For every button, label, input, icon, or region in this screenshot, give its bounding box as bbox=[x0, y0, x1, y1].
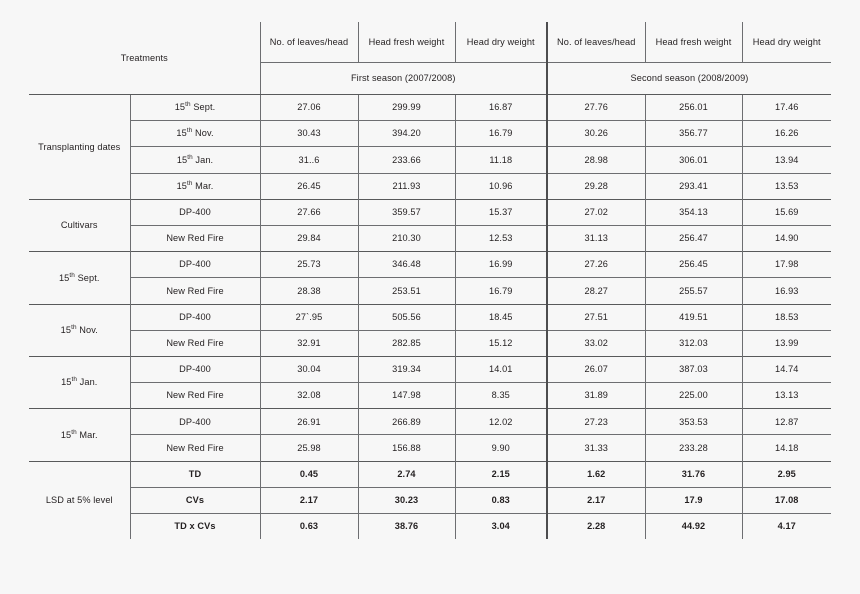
level-label: New Red Fire bbox=[130, 278, 260, 304]
table-cell-value: 256.01 bbox=[645, 95, 742, 121]
table-cell-value: 266.89 bbox=[358, 409, 455, 435]
table-cell-value: 31.33 bbox=[547, 435, 645, 461]
table-cell-value: 27.26 bbox=[547, 252, 645, 278]
level-label: DP-400 bbox=[130, 409, 260, 435]
group-label: 15th Nov. bbox=[29, 304, 130, 356]
level-label: 15th Mar. bbox=[130, 173, 260, 199]
level-label: New Red Fire bbox=[130, 330, 260, 356]
header-s1-dry: Head dry weight bbox=[455, 22, 547, 63]
table-cell-value: 11.18 bbox=[455, 147, 547, 173]
table-body bbox=[29, 95, 831, 540]
table-cell-value: 28.98 bbox=[547, 147, 645, 173]
level-label: New Red Fire bbox=[130, 435, 260, 461]
table-cell-value: 255.57 bbox=[645, 278, 742, 304]
results-table-container bbox=[29, 22, 831, 539]
table-cell-value: 18.53 bbox=[742, 304, 831, 330]
table-row bbox=[29, 435, 831, 461]
table-row bbox=[29, 278, 831, 304]
group-label: 15th Sept. bbox=[29, 252, 130, 304]
table-cell-value: 13.53 bbox=[742, 173, 831, 199]
table-cell-value: 2.17 bbox=[260, 487, 358, 513]
table-cell-value: 0.45 bbox=[260, 461, 358, 487]
table-cell-value: 30.23 bbox=[358, 487, 455, 513]
table-cell-value: 28.38 bbox=[260, 278, 358, 304]
level-label: 15th Jan. bbox=[130, 147, 260, 173]
table-cell-value: 9.90 bbox=[455, 435, 547, 461]
table-cell-value: 17.9 bbox=[645, 487, 742, 513]
level-label: New Red Fire bbox=[130, 225, 260, 251]
table-cell-value: 30.26 bbox=[547, 121, 645, 147]
table-cell-value: 0.63 bbox=[260, 514, 358, 540]
table-cell-value: 10.96 bbox=[455, 173, 547, 199]
table-cell-value: 359.57 bbox=[358, 199, 455, 225]
table-cell-value: 319.34 bbox=[358, 356, 455, 382]
table-row bbox=[29, 95, 831, 121]
group-label: 15th Mar. bbox=[29, 409, 130, 461]
group-label: LSD at 5% level bbox=[29, 461, 130, 539]
group-label: Transplanting dates bbox=[29, 95, 130, 200]
table-cell-value: 13.13 bbox=[742, 383, 831, 409]
table-cell-value: 12.53 bbox=[455, 225, 547, 251]
table-cell-value: 31..6 bbox=[260, 147, 358, 173]
table-cell-value: 30.04 bbox=[260, 356, 358, 382]
level-label: DP-400 bbox=[130, 199, 260, 225]
table-row bbox=[29, 173, 831, 199]
table-row bbox=[29, 383, 831, 409]
table-cell-value: 312.03 bbox=[645, 330, 742, 356]
table-cell-value: 13.99 bbox=[742, 330, 831, 356]
table-cell-value: 210.30 bbox=[358, 225, 455, 251]
header-season-first: First season (2007/2008) bbox=[260, 63, 547, 95]
table-row bbox=[29, 121, 831, 147]
header-s2-fresh: Head fresh weight bbox=[645, 22, 742, 63]
table-cell-value: 419.51 bbox=[645, 304, 742, 330]
table-cell-value: 38.76 bbox=[358, 514, 455, 540]
table-cell-value: 2.28 bbox=[547, 514, 645, 540]
header-season-second: Second season (2008/2009) bbox=[547, 63, 831, 95]
table-cell-value: 282.85 bbox=[358, 330, 455, 356]
table-cell-value: 211.93 bbox=[358, 173, 455, 199]
table-row bbox=[29, 199, 831, 225]
table-cell-value: 31.13 bbox=[547, 225, 645, 251]
table-cell-value: 17.46 bbox=[742, 95, 831, 121]
table-row bbox=[29, 225, 831, 251]
table-cell-value: 16.79 bbox=[455, 278, 547, 304]
table-cell-value: 299.99 bbox=[358, 95, 455, 121]
level-label: TD bbox=[130, 461, 260, 487]
table-cell-value: 256.47 bbox=[645, 225, 742, 251]
table-cell-value: 27.02 bbox=[547, 199, 645, 225]
table-cell-value: 44.92 bbox=[645, 514, 742, 540]
table-cell-value: 16.26 bbox=[742, 121, 831, 147]
table-cell-value: 32.91 bbox=[260, 330, 358, 356]
level-label: 15th Nov. bbox=[130, 121, 260, 147]
table-cell-value: 3.04 bbox=[455, 514, 547, 540]
results-table bbox=[29, 22, 831, 539]
table-row bbox=[29, 487, 831, 513]
table-cell-value: 2.15 bbox=[455, 461, 547, 487]
table-cell-value: 2.17 bbox=[547, 487, 645, 513]
level-label: 15th Sept. bbox=[130, 95, 260, 121]
table-row bbox=[29, 147, 831, 173]
header-row-metrics bbox=[29, 22, 831, 63]
table-row bbox=[29, 409, 831, 435]
table-row bbox=[29, 514, 831, 540]
table-cell-value: 27.06 bbox=[260, 95, 358, 121]
header-s2-leaves: No. of leaves/head bbox=[547, 22, 645, 63]
table-cell-value: 2.95 bbox=[742, 461, 831, 487]
table-row bbox=[29, 252, 831, 278]
header-s1-fresh: Head fresh weight bbox=[358, 22, 455, 63]
level-label: DP-400 bbox=[130, 356, 260, 382]
table-cell-value: 354.13 bbox=[645, 199, 742, 225]
table-cell-value: 306.01 bbox=[645, 147, 742, 173]
table-cell-value: 26.45 bbox=[260, 173, 358, 199]
level-label: DP-400 bbox=[130, 304, 260, 330]
table-cell-value: 16.99 bbox=[455, 252, 547, 278]
table-cell-value: 8.35 bbox=[455, 383, 547, 409]
table-cell-value: 17.08 bbox=[742, 487, 831, 513]
level-label: TD x CVs bbox=[130, 514, 260, 540]
table-cell-value: 25.98 bbox=[260, 435, 358, 461]
table-cell-value: 13.94 bbox=[742, 147, 831, 173]
level-label: CVs bbox=[130, 487, 260, 513]
table-cell-value: 356.77 bbox=[645, 121, 742, 147]
table-cell-value: 29.28 bbox=[547, 173, 645, 199]
table-cell-value: 15.12 bbox=[455, 330, 547, 356]
table-cell-value: 225.00 bbox=[645, 383, 742, 409]
table-cell-value: 25.73 bbox=[260, 252, 358, 278]
table-cell-value: 14.18 bbox=[742, 435, 831, 461]
table-cell-value: 16.87 bbox=[455, 95, 547, 121]
table-cell-value: 253.51 bbox=[358, 278, 455, 304]
table-cell-value: 27.66 bbox=[260, 199, 358, 225]
table-cell-value: 30.43 bbox=[260, 121, 358, 147]
table-cell-value: 12.87 bbox=[742, 409, 831, 435]
table-cell-value: 17.98 bbox=[742, 252, 831, 278]
table-cell-value: 233.28 bbox=[645, 435, 742, 461]
table-cell-value: 27.76 bbox=[547, 95, 645, 121]
table-cell-value: 14.01 bbox=[455, 356, 547, 382]
table-cell-value: 505.56 bbox=[358, 304, 455, 330]
table-cell-value: 16.79 bbox=[455, 121, 547, 147]
table-cell-value: 27.51 bbox=[547, 304, 645, 330]
table-cell-value: 14.74 bbox=[742, 356, 831, 382]
treatments-header: Treatments bbox=[29, 22, 260, 95]
table-cell-value: 256.45 bbox=[645, 252, 742, 278]
table-cell-value: 32.08 bbox=[260, 383, 358, 409]
table-cell-value: 26.91 bbox=[260, 409, 358, 435]
table-cell-value: 29.84 bbox=[260, 225, 358, 251]
table-row bbox=[29, 461, 831, 487]
table-cell-value: 2.74 bbox=[358, 461, 455, 487]
table-cell-value: 156.88 bbox=[358, 435, 455, 461]
table-cell-value: 31.76 bbox=[645, 461, 742, 487]
table-cell-value: 33.02 bbox=[547, 330, 645, 356]
table-cell-value: 18.45 bbox=[455, 304, 547, 330]
table-cell-value: 16.93 bbox=[742, 278, 831, 304]
table-cell-value: 0.83 bbox=[455, 487, 547, 513]
table-cell-value: 31.89 bbox=[547, 383, 645, 409]
table-cell-value: 353.53 bbox=[645, 409, 742, 435]
table-cell-value: 387.03 bbox=[645, 356, 742, 382]
level-label: DP-400 bbox=[130, 252, 260, 278]
table-cell-value: 4.17 bbox=[742, 514, 831, 540]
group-label: Cultivars bbox=[29, 199, 130, 251]
table-cell-value: 233.66 bbox=[358, 147, 455, 173]
table-cell-value: 26.07 bbox=[547, 356, 645, 382]
table-cell-value: 27`.95 bbox=[260, 304, 358, 330]
table-cell-value: 147.98 bbox=[358, 383, 455, 409]
level-label: New Red Fire bbox=[130, 383, 260, 409]
header-s2-dry: Head dry weight bbox=[742, 22, 831, 63]
header-s1-leaves: No. of leaves/head bbox=[260, 22, 358, 63]
table-cell-value: 14.90 bbox=[742, 225, 831, 251]
table-cell-value: 346.48 bbox=[358, 252, 455, 278]
table-row bbox=[29, 330, 831, 356]
table-cell-value: 12.02 bbox=[455, 409, 547, 435]
table-cell-value: 15.37 bbox=[455, 199, 547, 225]
table-cell-value: 28.27 bbox=[547, 278, 645, 304]
table-cell-value: 293.41 bbox=[645, 173, 742, 199]
table-row bbox=[29, 304, 831, 330]
table-header bbox=[29, 22, 831, 95]
group-label: 15th Jan. bbox=[29, 356, 130, 408]
table-row bbox=[29, 356, 831, 382]
table-cell-value: 27.23 bbox=[547, 409, 645, 435]
table-cell-value: 394.20 bbox=[358, 121, 455, 147]
table-cell-value: 15.69 bbox=[742, 199, 831, 225]
table-cell-value: 1.62 bbox=[547, 461, 645, 487]
